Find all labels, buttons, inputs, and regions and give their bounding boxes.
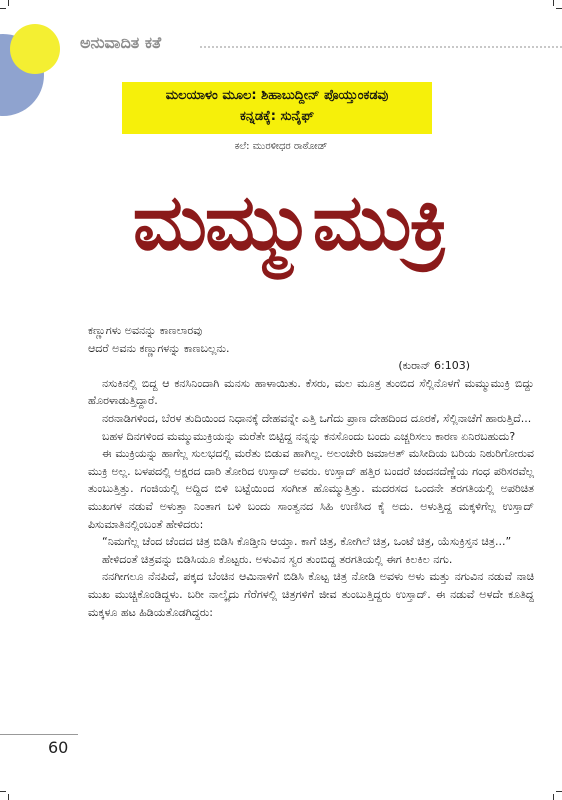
paragraph: ನನಗೀಗಲೂ ನೆನಪಿದೆ, ಪಕ್ಕದ ಬೆಂಚಿನ ಆಮಿನಾಳಿಗೆ ಬಿಡಿಸಿ ಕೊಟ್ಟ ಚಿತ್ರ ನೋಡಿ ಅವಳು ಅಳು ಮತ್ತು ನಗುವಿನ ನಡುವೆ ನಾಚಿ ಮುಖ ಮುಚ್ಚಿಕೊಂಡಿದ್ದಳು. ಬರೀ ನಾಲ್ಕೈದು ಗೆರೆಗಳಲ್ಲಿ ಚಿತ್ರಗಳಿಗೆ ಜೀವ ತುಂಬುತ್ತಿದ್ದರು ಉಸ್ತಾದ್. ಈ ನಡುವೆ ಅಳದೇ ಕೂತಿದ್ದ ಮಕ್ಕಳೂ ಹಟ ಹಿಡಿಯತೊಡಗಿದ್ದರು: <box>88 570 534 619</box>
story-title: ಮಮ್ಮುಮುಕ್ರಿ <box>132 178 448 268</box>
crop-mark-top-right-v <box>553 0 554 6</box>
epigraph-citation: (ಕುರಾನ್ 6:103) <box>398 359 470 373</box>
paragraph: ಬಹಳ ದಿನಗಳಿಂದ ಮಮ್ಮುಮುಕ್ರಿಯನ್ನು ಮರೆತೇ ಬಿಟ್ಟಿದ್ದ ನನ್ನನ್ನು ಕನಸೊಂದು ಬಂದು ಎಚ್ಚರಿಸಲು ಕಾರಣ ಏನಿರಬಹುದು? <box>102 429 516 443</box>
decorative-yellow-circle <box>10 24 60 74</box>
epigraph-line: ಕಣ್ಣುಗಳು ಅವನನ್ನು ಕಾಣಲಾರವು <box>88 324 203 337</box>
art-credit: ಕಲೆ: ಮುರಳೀಧರ ರಾಠೋಡ್ <box>234 141 328 152</box>
paragraph: “ನಿಮಗೆಲ್ಲ ಚೆಂದ ಚೆಂದದ ಚಿತ್ರ ಬಿಡಿಸಿ ಕೊಡ್ತೀನಿ ಆಯ್ತಾ. ಕಾಗೆ ಚಿತ್ರ, ಕೋಗಿಲೆ ಚಿತ್ರ, ಒಂಟೆ ಚಿತ್ರ, ಯೆಸುಕ್ರಿಸ್ತನ ಚಿತ್ರ...” <box>102 535 512 549</box>
crop-mark-bottom-left <box>0 791 6 792</box>
original-author-credit: ಮಲಯಾಳಂ ಮೂಲ: ಶಿಹಾಬುದ್ದೀನ್ ಪೊಯ್ತುಂಕಡವು <box>165 88 389 103</box>
crop-mark-top-left <box>0 8 6 9</box>
paragraph: ಹೇಳಿದಂತೆ ಚಿತ್ರವನ್ನು ಬಿಡಿಸಿಯೂ ಕೊಟ್ಟರು. ಅಳುವಿನ ಸ್ವರ ತುಂಬಿದ್ದ ತರಗತಿಯಲ್ಲಿ ಈಗ ಕಿಲಕಿಲ ನಗು. <box>102 552 453 566</box>
paragraph: ನಸುಕಿನಲ್ಲಿ ಬಿದ್ದ ಆ ಕನಸಿನಿಂದಾಗಿ ಮನಸು ಹಾಳಾಯಿತು. ಕೆಸರು, ಮಲ ಮೂತ್ರ ತುಂಬಿದ ಸೆಲ್ಲಿನೊಳಗೆ ಮಮ್ಮುಮುಕ್ರಿ ಬಿದ್ದು ಹೊರಳಾಡುತ್ತಿದ್ದಾರೆ. <box>88 376 534 408</box>
paragraph: ನರನಾಡಿಗಳಿಂದ, ಬೆರಳ ತುದಿಯಿಂದ ನಿಧಾನಕ್ಕೆ ದೇಹವನ್ನೇ ಎತ್ತಿ ಒಗೆದು ಪ್ರಾಣ ದೇಹದಿಂದ ದೂರಕೆ, ಸೆಲ್ಲಿನಾಚೆಗೆ ಹಾರುತ್ತಿದೆ... <box>102 411 532 425</box>
credits-box <box>122 82 432 134</box>
section-label: ಅನುವಾದಿತ ಕತೆ <box>80 33 162 52</box>
crop-mark-bottom-right <box>556 791 562 792</box>
translator-credit: ಕನ್ನಡಕ್ಕೆ: ಸುನೈಫ್ <box>240 109 314 124</box>
dotted-header-rule <box>200 46 562 48</box>
footer-rule <box>0 734 78 735</box>
story-body <box>88 322 534 621</box>
crop-mark-bottom-left-v <box>8 794 9 800</box>
page-number: 60 <box>48 738 69 757</box>
crop-mark-top-right <box>556 8 562 9</box>
crop-mark-bottom-right-v <box>553 794 554 800</box>
paragraph: ಈ ಮುಕ್ರಿಯನ್ನು ಹಾಗೆಲ್ಲ ಸುಲಭದಲ್ಲಿ ಮರೆತು ಬಿಡುವ ಹಾಗಿಲ್ಲ. ಅಲಂಚೇರಿ ಜಮಾಅತ್ ಮಸೀದಿಯ ಬರಿಯ ನಿಠುರಿಗೋರುವ ಮುಕ್ರಿ ಅಲ್ಲ. ಬಳಪದಲ್ಲಿ ಅಕ್ಷರದ ದಾರಿ ತೋರಿದ ಉಸ್ತಾದ್ ಅವರು. ಉಸ್ತಾದ್ ಹತ್ತಿರ ಬಂದರೆ ಚಂದನದೆಣ್ಣೆಯ ಗಂಧ ಪರಿಸರವೆಲ್ಲ ತುಂಬುತ್ತಿತ್ತು. ಗಂಜಿಯಲ್ಲಿ ಅದ್ದಿದ ಬಿಳಿ ಬಟ್ಟೆಯಿಂದ ಸಂಗೀತ ಹೊಮ್ಮುತ್ತಿತ್ತು. ಮದರಸದ ಒಂದನೇ ತರಗತಿಯಲ್ಲಿ ಅಪರಿಚಿತ ಮುಖಗಳ ನಡುವೆ ಅಳುತ್ತಾ ನಿಂತಾಗ ಬಳಿ ಬಂದು ಸಾಂತ್ವನದ ಸಿಹಿ ಉಣಿಸಿದ ಕೈ ಅದು. ಅಳುತ್ತಿದ್ದ ಮಕ್ಕಳಿಗೆಲ್ಲ ಉಸ್ತಾದ್ ಪಿಸುಮಾತಿನಲ್ಲಿಂಬಂತೆ ಹೇಳಿದರು: <box>88 447 534 531</box>
epigraph-line: ಆದರೆ ಅವನು ಕಣ್ಣುಗಳನ್ನು ಕಾಣಬಲ್ಲನು. <box>88 341 230 355</box>
crop-mark-top-left-v <box>8 0 9 6</box>
